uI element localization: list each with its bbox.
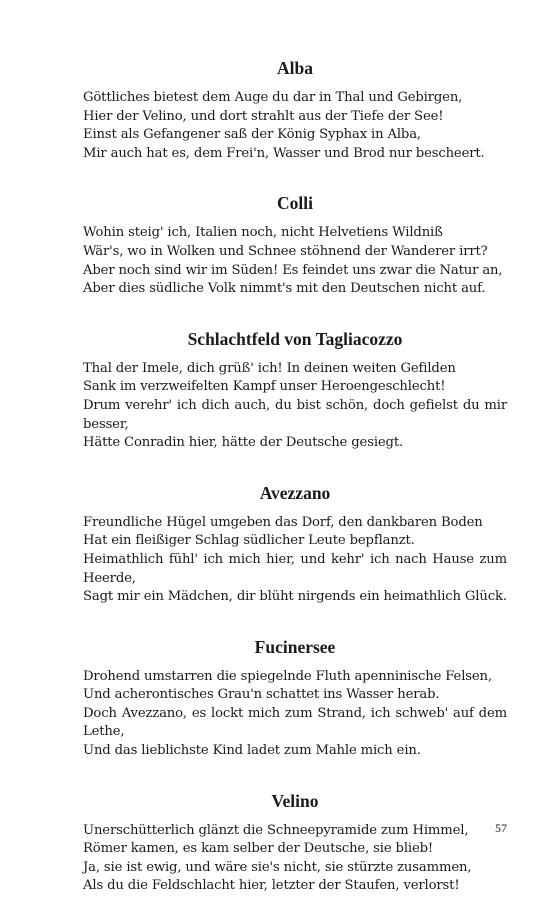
poem-fucinersee bbox=[83, 635, 507, 761]
poem-lines bbox=[83, 822, 507, 896]
poem-line: Hat ein fleißiger Schlag südlicher Leute bepflanzt. bbox=[83, 533, 415, 549]
poem-lines bbox=[83, 89, 507, 163]
poem-line: Einst als Gefangener saß der König Syphax in Alba, bbox=[83, 127, 421, 143]
poem-line: Heimathlich fühl' ich mich hier, und kehr' ich nach Hause zum Heerde, bbox=[83, 551, 507, 586]
page-number: 57 bbox=[495, 821, 507, 835]
poem-alba bbox=[83, 56, 507, 163]
poem-line: Als du die Feldschlacht hier, letzter der Staufen, verlorst! bbox=[83, 878, 460, 894]
poem-line: Aber dies südliche Volk nimmt's mit den Deutschen nicht auf. bbox=[83, 281, 486, 297]
poem-line: Wär's, wo in Wolken und Schnee stöhnend der Wanderer irrt? bbox=[83, 243, 488, 259]
poem-title: Fucinersee bbox=[254, 636, 336, 657]
poem-line: Sagt mir ein Mädchen, dir blüht nirgends ein heimathlich Glück. bbox=[83, 589, 507, 605]
poem-lines bbox=[83, 224, 507, 298]
poem-line: Hätte Conradin hier, hätte der Deutsche gesiegt. bbox=[83, 435, 404, 451]
poem-line: Unerschütterlich glänzt die Schneepyramide zum Himmel, bbox=[83, 822, 469, 838]
poem-title: Schlachtfeld von Tagliacozzo bbox=[187, 328, 403, 349]
poem-line: Und acherontisches Grau'n schattet ins Wasser herab. bbox=[83, 687, 440, 703]
poem-line: Freundliche Hügel umgeben das Dorf, den dankbaren Boden bbox=[83, 514, 483, 530]
poem-line: Aber noch sind wir im Süden! Es feindet uns zwar die Natur an, bbox=[83, 262, 503, 278]
poem-title: Colli bbox=[277, 193, 313, 214]
poem-line: Doch Avezzano, es lockt mich zum Strand, ich schweb' auf dem Lethe, bbox=[83, 705, 507, 740]
poem-title: Avezzano bbox=[259, 482, 331, 503]
poem-line: Hier der Velino, und dort strahlt aus der Tiefe der See! bbox=[83, 108, 444, 124]
poem-line: Thal der Imele, dich grüß' ich! In deinen weiten Gefilden bbox=[83, 360, 456, 376]
poem-line: Und das lieblichste Kind ladet zum Mahle mich ein. bbox=[83, 743, 421, 759]
poem-title: Velino bbox=[271, 790, 319, 811]
poem-avezzano bbox=[83, 481, 507, 607]
poem-lines bbox=[83, 668, 507, 761]
page-body bbox=[83, 56, 507, 924]
poem-line: Drohend umstarren die spiegelnde Fluth apenninische Felsen, bbox=[83, 668, 492, 684]
poem-line: Wohin steig' ich, Italien noch, nicht Helvetiens Wildniß bbox=[83, 225, 443, 241]
poem-title: Alba bbox=[277, 58, 313, 78]
poem-schlachtfeld-von-tagliacozzo bbox=[83, 327, 507, 453]
poem-line: Drum verehr' ich dich auch, du bist schön, doch gefielst du mir besser, bbox=[83, 397, 507, 432]
poem-line: Ja, sie ist ewig, und wäre sie's nicht, sie stürzte zusammen, bbox=[83, 859, 472, 875]
poem-line: Mir auch hat es, dem Frei'n, Wasser und Brod nur bescheert. bbox=[83, 145, 485, 161]
poem-line: Sank im verzweifelten Kampf unser Heroengeschlecht! bbox=[83, 379, 446, 395]
poem-line: Römer kamen, es kam selber der Deutsche, sie blieb! bbox=[83, 841, 434, 857]
poem-lines bbox=[83, 360, 507, 453]
poem-line: Göttliches bietest dem Auge du dar in Thal und Gebirgen, bbox=[83, 90, 463, 105]
poem-colli bbox=[83, 191, 507, 298]
poem-lines bbox=[83, 514, 507, 607]
